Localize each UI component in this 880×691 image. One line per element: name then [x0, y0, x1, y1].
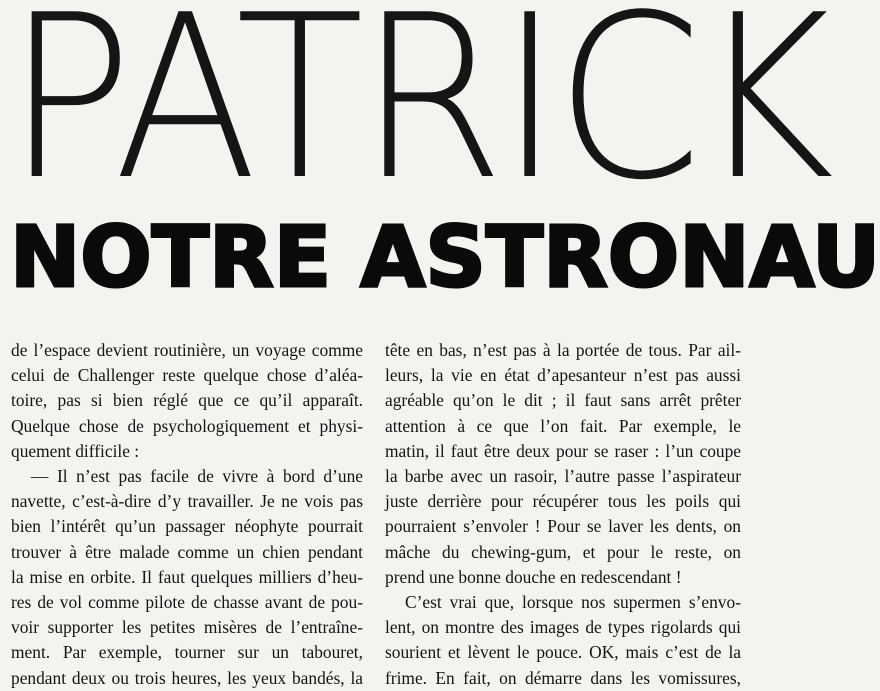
text-line: C’est vrai que, lorsque nos supermen s’envo- — [405, 592, 741, 613]
headline-subtitle: NOTRE ASTRONAU — [10, 208, 880, 306]
text-line: leurs, la vie en état d’apesanteur n’est pas aussi — [385, 365, 741, 386]
text-line: pourraient s’envoler ! Pour se laver les dents, on — [385, 516, 741, 537]
text-line: Quelque chose de psychologiquement et physi- — [11, 415, 363, 436]
text-line: mâche du chewing-gum, et pour le reste, on — [385, 541, 741, 562]
text-line: res de vol comme pilote de chasse avant de pou- — [11, 592, 363, 613]
text-line: toire, pas si bien réglé que ce qu’il apparaît. — [11, 390, 363, 411]
text-line: voir supporter les petites misères de l’entraîne- — [11, 617, 363, 638]
text-line: tête en bas, n’est pas à la portée de tous. Par ail- — [385, 340, 741, 360]
text-line: celui de Challenger reste quelque chose d’aléa- — [11, 365, 363, 386]
text-line: de l’espace devient routinière, un voyage comme — [11, 340, 363, 360]
text-line: sourient et lèvent le pouce. OK, mais c’est de la — [385, 642, 741, 663]
text-line: ment. Par exemple, tourner sur un tabouret, — [11, 642, 363, 663]
text-line: frime. En fait, on démarre dans les vomissures, — [385, 667, 741, 688]
headline-title: PATRICK — [6, 0, 829, 230]
text-line: la barbe avec un rasoir, l’autre passe l’aspirateur — [385, 466, 741, 487]
text-line: — Il n’est pas facile de vivre à bord d’une — [31, 466, 363, 487]
text-line: navette, c’est-à-dire d’y travailler. Je ne vois pas — [11, 491, 363, 512]
article-column-right — [385, 338, 741, 691]
text-line: pendant deux ou trois heures, les yeux bandés, la — [11, 667, 363, 688]
text-line: agréable qu’on le dit ; il faut sans arrêt prêter — [385, 390, 741, 411]
text-line: prend une bonne douche en redescendant ! — [385, 566, 682, 587]
text-line: lent, on montre des images de types rigolards qui — [385, 617, 741, 638]
text-line: attention à ce que l’on fait. Par exemple, le — [385, 415, 741, 436]
text-line: juste derrière pour récupérer tous les poils qui — [385, 491, 741, 512]
text-line: matin, il faut être deux pour se raser : l’un coupe — [385, 440, 741, 461]
text-line: bien l’intérêt qu’un passager néophyte pourrait — [11, 516, 363, 537]
text-line: la mise en orbite. Il faut quelques milliers d’heu- — [11, 566, 363, 587]
text-line: trouver à être malade comme un chien pendant — [11, 541, 363, 562]
article-column-left — [11, 338, 363, 691]
text-line: quement difficile : — [11, 440, 140, 461]
